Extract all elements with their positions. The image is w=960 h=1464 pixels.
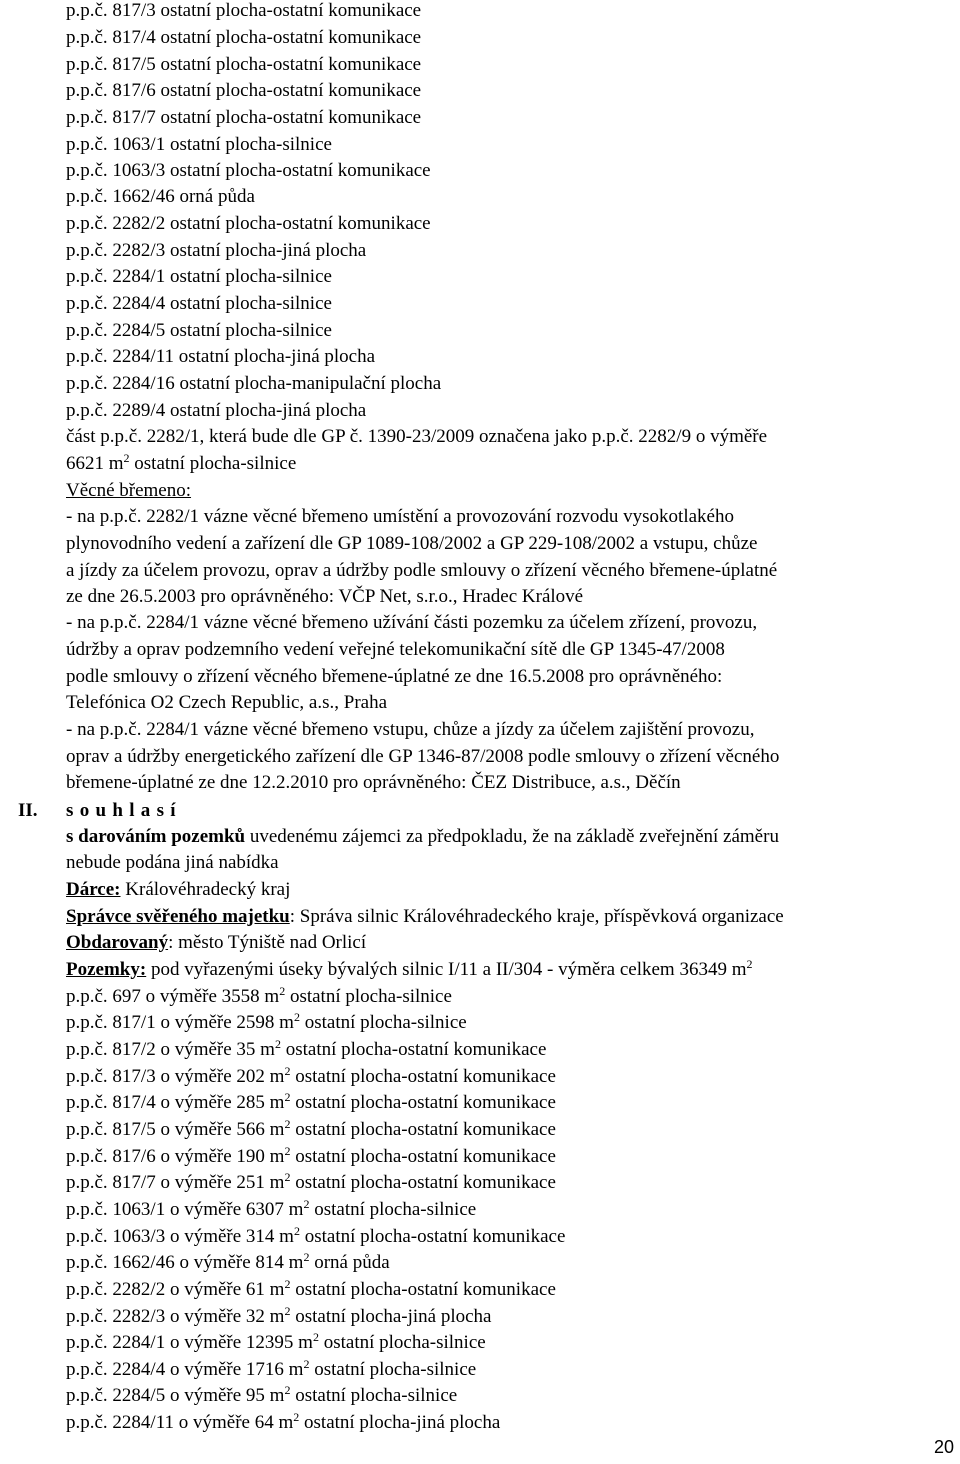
area-parcel-text: p.p.č. 817/7 o výměře 251 m [66,1172,285,1193]
recipient-line [66,932,366,954]
recipient-value: : město Týniště nad Orlicí [168,932,367,953]
superscript: 2 [284,1090,291,1104]
recipient-label: Obdarovaný [66,932,169,953]
area-parcel-text: p.p.č. 817/3 o výměře 202 m [66,1066,285,1087]
area-parcel-text: p.p.č. 1063/3 o výměře 314 m [66,1226,294,1247]
superscript: 2 [312,1330,319,1344]
area-parcel-text: p.p.č. 817/1 o výměře 2598 m [66,1012,294,1033]
parcel-line: p.p.č. 2284/5 ostatní plocha-silnice [66,320,332,341]
area-text: 6621 m [66,453,124,474]
easement-line: a jízdy za účelem provozu, oprav a údržby podle smlouvy o zřízení věcného břemene-úplatné [66,560,778,581]
parcel-line: p.p.č. 817/6 ostatní plocha-ostatní komunikace [66,80,422,101]
easement-line: Telefónica O2 Czech Republic, a.s., Praha [66,692,388,713]
area-parcel-line [66,1012,467,1034]
administrator-label: Správce svěřeného majetku [66,906,290,927]
area-parcel-line [66,1226,565,1248]
area-parcel-line [66,1066,556,1088]
area-parcel-text: p.p.č. 817/6 o výměře 190 m [66,1146,285,1167]
land-use-text: ostatní plocha-silnice [309,1199,477,1220]
superscript: 2 [284,1277,291,1291]
area-parcel-text: p.p.č. 2284/1 o výměře 12395 m [66,1332,313,1353]
land-use-text: ostatní plocha-silnice [290,1385,458,1406]
superscript: 2 [746,957,753,971]
superscript: 2 [284,1170,291,1184]
easement-line: - na p.p.č. 2284/1 vázne věcné břemeno vstupu, chůze a jízdy za účelem zajištění provozu, [66,719,755,740]
parcel-line: p.p.č. 817/4 ostatní plocha-ostatní komunikace [66,27,422,48]
superscript: 2 [293,1010,300,1024]
donation-intro-text: uvedenému zájemci za předpokladu, že na základě zveřejnění záměru [245,826,779,847]
superscript: 2 [284,1064,291,1078]
parcel-line: p.p.č. 1662/46 orná půda [66,186,255,207]
part-parcel-area-line [66,453,296,475]
area-parcel-line [66,1279,556,1301]
superscript: 2 [274,1037,281,1051]
donation-intro-line2: nebude podána jiná nabídka [66,852,279,873]
area-parcel-text: p.p.č. 2282/2 o výměře 61 m [66,1279,285,1300]
area-parcel-text: p.p.č. 2284/4 o výměře 1716 m [66,1359,304,1380]
land-use-text: ostatní plocha-ostatní komunikace [290,1092,556,1113]
area-parcel-line [66,1199,476,1221]
superscript: 2 [123,451,130,465]
superscript: 2 [303,1357,310,1371]
area-parcel-text: p.p.č. 2284/11 o výměře 64 m [66,1412,294,1433]
area-parcel-line [66,986,452,1008]
donation-intro [66,826,779,848]
area-parcel-text: p.p.č. 2282/3 o výměře 32 m [66,1306,285,1327]
area-parcel-text: p.p.č. 817/4 o výměře 285 m [66,1092,285,1113]
superscript: 2 [284,1383,291,1397]
area-parcel-text: p.p.č. 697 o výměře 3558 m [66,986,280,1007]
easement-line: - na p.p.č. 2282/1 vázne věcné břemeno umístění a provozování rozvodu vysokotlakého [66,506,734,527]
land-line [66,959,752,981]
area-parcel-line [66,1092,556,1114]
area-parcel-text: p.p.č. 817/2 o výměře 35 m [66,1039,275,1060]
land-use-text: ostatní plocha-silnice [129,453,297,474]
land-use-text: ostatní plocha-ostatní komunikace [290,1119,556,1140]
superscript: 2 [293,1224,300,1238]
parcel-line: p.p.č. 2284/11 ostatní plocha-jiná plocha [66,346,376,367]
donor-label: Dárce: [66,879,121,900]
land-use-text: ostatní plocha-ostatní komunikace [280,1039,547,1060]
area-parcel-line [66,1359,476,1381]
administrator-line [66,906,784,928]
land-value: pod vyřazenými úseky bývalých silnic I/11 a II/304 - výměra celkem 36349 m [146,959,747,980]
land-use-text: ostatní plocha-ostatní komunikace [290,1066,556,1087]
easement-line: oprav a údržby energetického zařízení dle GP 1346-87/2008 podle smlouvy o zřízení věcného [66,746,780,767]
land-use-text: ostatní plocha-ostatní komunikace [290,1279,556,1300]
donation-intro-bold: s darováním pozemků [66,826,246,847]
superscript: 2 [284,1144,291,1158]
easement-heading: Věcné břemeno: [66,480,192,501]
parcel-line: p.p.č. 2284/1 ostatní plocha-silnice [66,266,332,287]
area-parcel-line [66,1252,390,1274]
area-parcel-line [66,1332,486,1354]
donor-value: Královéhradecký kraj [120,879,291,900]
parcel-line: p.p.č. 817/7 ostatní plocha-ostatní komunikace [66,107,422,128]
area-parcel-line [66,1385,457,1407]
parcel-line: p.p.č. 817/5 ostatní plocha-ostatní komunikace [66,54,422,75]
easement-line: údržby a oprav podzemního vedení veřejné telekomunikační sítě dle GP 1345-47/2008 [66,639,725,660]
area-parcel-text: p.p.č. 1662/46 o výměře 814 m [66,1252,304,1273]
area-parcel-line [66,1039,546,1061]
section-numeral: II. [18,800,38,821]
easement-line: ze dne 26.5.2003 pro oprávněného: VČP Net, s.r.o., Hradec Králové [66,586,584,607]
easement-line: - na p.p.č. 2284/1 vázne věcné břemeno užívání části pozemku za účelem zřízení, provozu, [66,612,758,633]
land-use-text: ostatní plocha-silnice [299,1012,467,1033]
parcel-line: p.p.č. 2282/2 ostatní plocha-ostatní komunikace [66,213,431,234]
area-parcel-text: p.p.č. 2284/5 o výměře 95 m [66,1385,285,1406]
land-use-text: ostatní plocha-silnice [318,1332,486,1353]
page-number: 20 [934,1437,955,1457]
donor-line [66,879,290,901]
part-parcel-line: část p.p.č. 2282/1, která bude dle GP č. 1390-23/2009 označena jako p.p.č. 2282/9 o výměře [66,426,768,447]
resolution-verb: souhlasí [66,800,182,821]
land-use-text: ostatní plocha-ostatní komunikace [290,1146,556,1167]
area-parcel-line [66,1172,556,1194]
area-parcel-line [66,1119,556,1141]
land-use-text: ostatní plocha-ostatní komunikace [290,1172,556,1193]
area-parcel-line [66,1412,500,1434]
administrator-value: : Správa silnic Královéhradeckého kraje, příspěvková organizace [289,906,784,927]
parcel-line: p.p.č. 1063/3 ostatní plocha-ostatní komunikace [66,160,431,181]
land-use-text: ostatní plocha-silnice [309,1359,477,1380]
superscript: 2 [279,984,286,998]
superscript: 2 [284,1304,291,1318]
area-parcel-line [66,1146,556,1168]
parcel-line: p.p.č. 2289/4 ostatní plocha-jiná plocha [66,400,367,421]
parcel-line: p.p.č. 2284/16 ostatní plocha-manipulační plocha [66,373,442,394]
easement-line: plynovodního vedení a zařízení dle GP 1089-108/2002 a GP 229-108/2002 a vstupu, chůze [66,533,758,554]
land-use-text: ostatní plocha-jiná plocha [290,1306,492,1327]
land-use-text: ostatní plocha-jiná plocha [299,1412,501,1433]
parcel-line: p.p.č. 2284/4 ostatní plocha-silnice [66,293,332,314]
parcel-line: p.p.č. 817/3 ostatní plocha-ostatní komunikace [66,0,422,21]
land-use-text: ostatní plocha-ostatní komunikace [299,1226,566,1247]
superscript: 2 [284,1117,291,1131]
land-use-text: ostatní plocha-silnice [285,986,452,1007]
parcel-line: p.p.č. 1063/1 ostatní plocha-silnice [66,134,332,155]
parcel-line: p.p.č. 2282/3 ostatní plocha-jiná plocha [66,240,367,261]
area-parcel-line [66,1306,492,1328]
superscript: 2 [293,1410,300,1424]
easement-line: břemene-úplatné ze dne 12.2.2010 pro oprávněného: ČEZ Distribuce, a.s., Děčín [66,772,681,793]
superscript: 2 [303,1197,310,1211]
superscript: 2 [303,1250,310,1264]
area-parcel-text: p.p.č. 817/5 o výměře 566 m [66,1119,285,1140]
land-label: Pozemky: [66,959,147,980]
land-use-text: orná půda [309,1252,390,1273]
easement-line: podle smlouvy o zřízení věcného břemene-úplatné ze dne 16.5.2008 pro oprávněného: [66,666,723,687]
area-parcel-text: p.p.č. 1063/1 o výměře 6307 m [66,1199,304,1220]
